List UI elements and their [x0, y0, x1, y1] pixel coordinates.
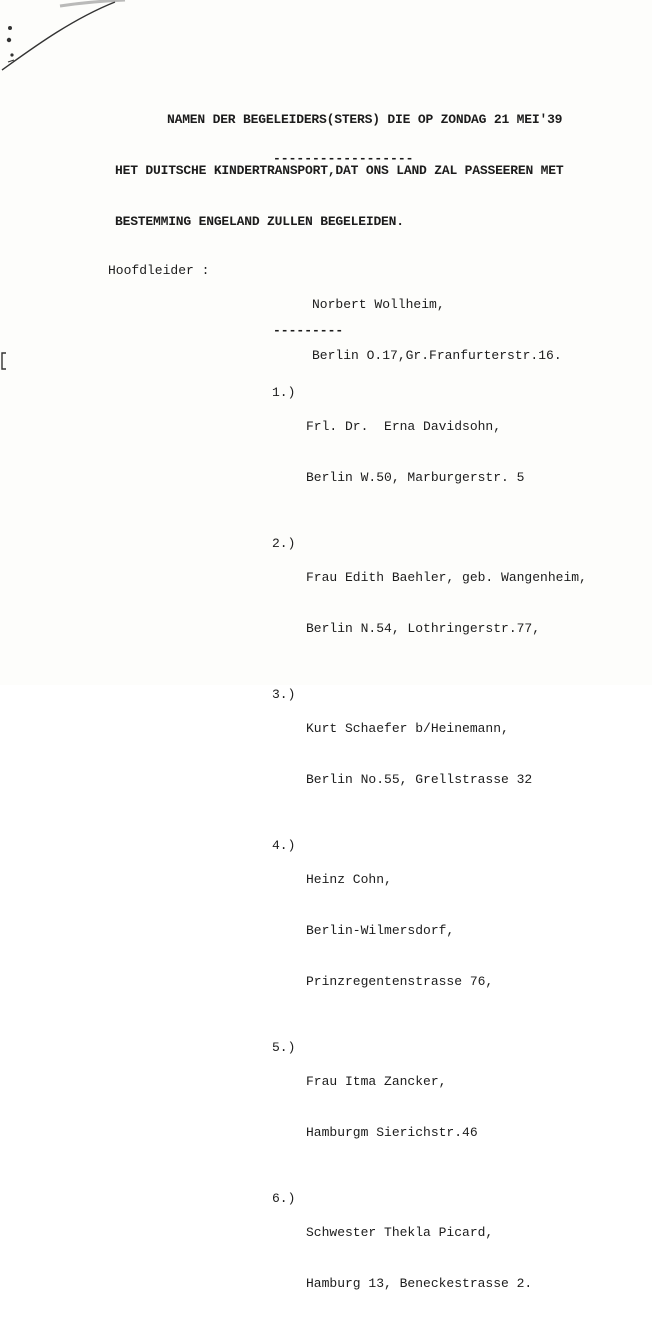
escort-list: [272, 384, 642, 1326]
heading-line: BESTEMMING ENGELAND ZULLEN BEGELEIDEN.: [115, 214, 404, 229]
escort-number: 4.): [272, 838, 296, 853]
escort-address: Berlin N.54, Lothringerstr.77,: [306, 621, 541, 636]
escort-address: Berlin W.50, Marburgerstr. 5: [306, 470, 525, 485]
heading-line: HET DUITSCHE KINDERTRANSPORT,DAT ONS LAND ZAL PASSEEREN MET: [115, 163, 564, 178]
leader-details: [312, 262, 562, 398]
escort-name: Frau Itma Zancker,: [306, 1074, 447, 1089]
escort-address: Hamburgm Sierichstr.46: [306, 1125, 478, 1140]
separator-rule-mid: ---------: [273, 323, 344, 338]
leader-name: Norbert Wollheim,: [312, 297, 445, 312]
escort-entry: [272, 1039, 642, 1175]
document-heading: [115, 77, 635, 264]
escort-address: Hamburg 13, Beneckestrasse 2.: [306, 1276, 533, 1291]
escort-number: 5.): [272, 1040, 296, 1055]
heading-line: NAMEN DER BEGELEIDERS(STERS) DIE OP ZONDAG 21 MEI'39: [167, 112, 563, 127]
escort-name: Frl. Dr. Erna Davidsohn,: [306, 419, 502, 434]
escort-name: Frau Edith Baehler, geb. Wangenheim,: [306, 570, 587, 585]
leader-label: Hoofdleider :: [108, 263, 210, 278]
escort-number: 6.): [272, 1191, 296, 1206]
escort-number: 3.): [272, 687, 296, 702]
escort-name: Schwester Thekla Picard,: [306, 1225, 494, 1240]
escort-number: 2.): [272, 536, 296, 551]
escort-address: Berlin No.55, Grellstrasse 32: [306, 772, 533, 787]
escort-entry: [272, 686, 642, 822]
escort-name: Kurt Schaefer b/Heinemann,: [306, 721, 509, 736]
leader-address: Berlin O.17,Gr.Franfurterstr.16.: [312, 348, 562, 363]
escort-number: 1.): [272, 385, 296, 400]
separator-rule-top: ------------------: [273, 151, 414, 166]
escort-entry: [272, 535, 642, 671]
margin-bracket-mark: [0, 352, 8, 370]
escort-name: Heinz Cohn,: [306, 872, 392, 887]
escort-entry: [272, 384, 642, 520]
escort-address: Prinzregentenstrasse 76,: [306, 974, 494, 989]
escort-address: Berlin-Wilmersdorf,: [306, 923, 455, 938]
escort-entry: [272, 1190, 642, 1326]
escort-entry: [272, 837, 642, 1024]
